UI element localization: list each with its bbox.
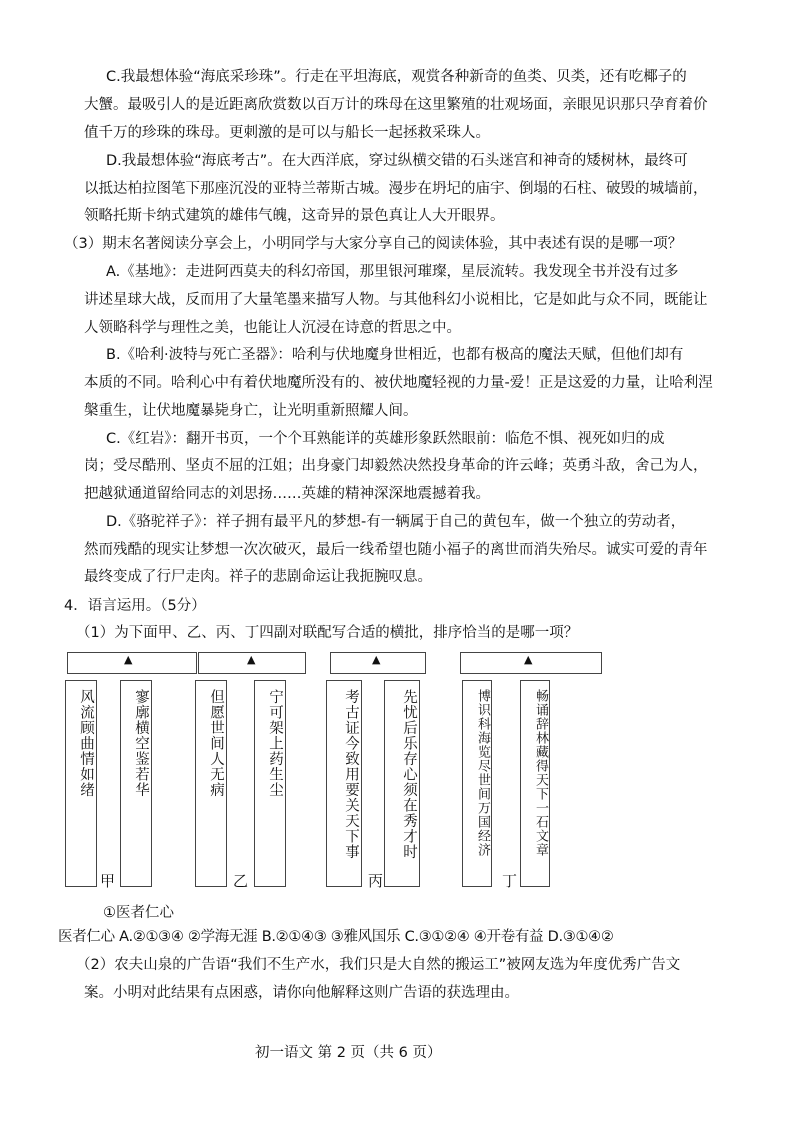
paragraph-line: 讲述星球大战，反而用了大量笔墨来描写人物。与其他科幻小说相比，它是如此与众不同，既能让 — [84, 292, 708, 308]
option-d: D.《骆驼祥子》：祥子拥有最平凡的梦想-有一辆属于自己的黄包车，做一个独立的劳动者， — [106, 514, 686, 530]
answer-options: 医者仁心 A.②①③④ ②学海无涯 B.②①④③ ③雅风国乐 C.③①②④ ④开卷有益 D.③①④② — [58, 929, 614, 945]
panel-label: 丙 — [368, 872, 384, 890]
couplet-right: 畅诵辞林藏得天下一石文章 — [520, 680, 550, 887]
question-2-cont: 案。小明对此结果有点困惑，请你向他解释这则广告语的获选理由。 — [84, 985, 519, 1001]
paragraph-line: 把越狱通道留给同志的刘思扬……英雄的精神深深地震撼着我。 — [84, 486, 490, 502]
couplet-panel-ding — [458, 650, 608, 895]
question-2: （2）农夫山泉的广告语“我们不生产水，我们只是大自然的搬运工”被网友选为年度优秀广告文 — [76, 957, 681, 973]
paragraph-line: 以抵达柏拉图笔下那座沉没的亚特兰蒂斯古城。漫步在坍圮的庙宇、倒塌的石柱、破毁的城墙前， — [84, 181, 708, 197]
question-1: （1）为下面甲、乙、丙、丁四副对联配写合适的横批，排序恰当的是哪一项？ — [76, 625, 579, 641]
paragraph-line: 最终变成了行尸走肉。祥子的悲剧命运让我扼腕叹息。 — [84, 569, 432, 585]
couplet-panel-yi — [195, 650, 335, 895]
panel-label: 乙 — [233, 872, 249, 890]
paragraph-line: 本质的不同。哈利心中有着伏地魔所没有的、被伏地魔轻视的力量-爱！正是这爱的力量，让哈利涅 — [84, 375, 713, 391]
panel-label: 丁 — [502, 872, 518, 890]
couplet-panel-bing — [326, 650, 466, 895]
option-line-1: ①医者仁心 — [103, 905, 174, 921]
paragraph-line: 人领略科学与理性之美，也能让人沉浸在诗意的哲思之中。 — [84, 320, 461, 336]
couplet-right: 先忧后乐存心须在秀才时 — [384, 680, 420, 887]
paragraph-line: 岗；受尽酷刑、坚贞不屈的江姐；出身豪门却毅然决然投身革命的许云峰；英勇斗敌，舍己为人， — [84, 458, 708, 474]
couplet-right: 宁可架上药生尘 — [254, 680, 286, 887]
couplet-right: 寥廓横空鉴若华 — [120, 680, 152, 887]
question-3: （3）期末名著阅读分享会上，小明同学与大家分享自己的阅读体验，其中表述有误的是哪一项？ — [64, 236, 683, 252]
paragraph-line: 领略托斯卡纳式建筑的雄伟气魄，这奇异的景色真让人大开眼界。 — [84, 208, 505, 224]
paragraph-line: 值千万的珍珠的珠母。更刺激的是可以与船长一起拯救采珠人。 — [84, 125, 490, 141]
triangle-icon: ▲ — [524, 653, 533, 666]
option-c: C.《红岩》：翻开书页，一个个耳熟能详的英雄形象跃然眼前：临危不惧、视死如归的成 — [106, 431, 665, 447]
couplet-left: 但愿世间人无病 — [195, 680, 227, 887]
page-footer: 初一语文 第 2 页（共 6 页） — [255, 1045, 442, 1061]
couplet-left: 考古证今致用要关天下事 — [326, 680, 362, 887]
paragraph-line: 然而残酷的现实让梦想一次次破灭，最后一线希望也随小福子的离世而消失殆尽。诚实可爱的青年 — [84, 542, 708, 558]
panel-label: 甲 — [100, 872, 116, 890]
triangle-icon: ▲ — [247, 653, 256, 666]
couplet-left: 博识科海览尽世间万国经济 — [462, 680, 492, 887]
paragraph-line: 大蟹。最吸引人的是近距离欣赏数以百万计的珠母在这里繁殖的壮观场面，亲眼见识那只孕育着价 — [84, 97, 708, 113]
option-a: A.《基地》：走进阿西莫夫的科幻帝国，那里银河璀璨，星辰流转。我发现全书并没有过多 — [106, 264, 679, 280]
triangle-icon: ▲ — [124, 653, 133, 666]
paragraph-line: 槃重生，让伏地魔暴毙身亡，让光明重新照耀人间。 — [84, 403, 418, 419]
triangle-icon: ▲ — [372, 653, 381, 666]
couplet-panel-jia — [62, 650, 202, 895]
paragraph-line: D.我最想体验“海底考古”。在大西洋底，穿过纵横交错的石头迷宫和神奇的矮树林，最终可 — [106, 153, 688, 169]
couplet-left: 风流顾曲情如绪 — [65, 680, 97, 887]
option-b: B.《哈利·波特与死亡圣器》：哈利与伏地魔身世相近，也都有极高的魔法天赋，但他们却有 — [106, 347, 684, 363]
section-4-heading: 4．语言运用。（5分） — [64, 598, 206, 614]
paragraph-line: C.我最想体验“海底采珍珠”。行走在平坦海底，观赏各种新奇的鱼类、贝类，还有吃椰子的 — [106, 69, 687, 85]
